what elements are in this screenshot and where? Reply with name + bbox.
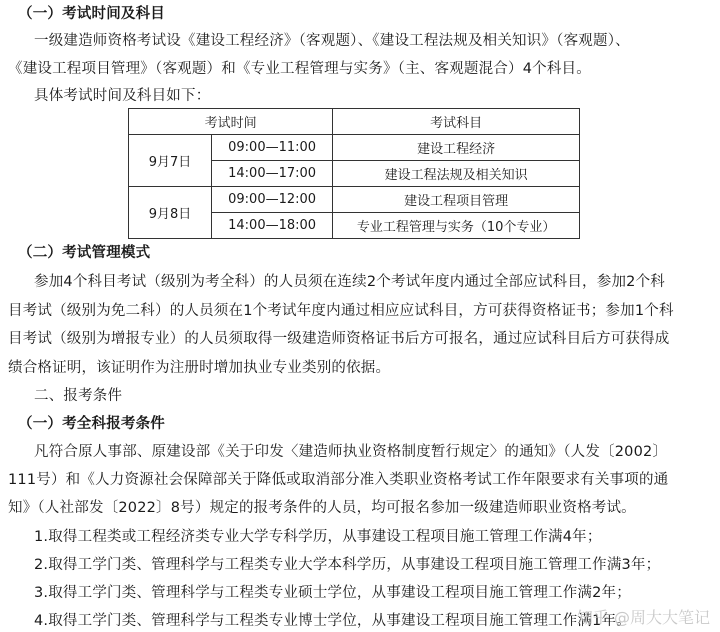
list-item: 2.取得工学门类、管理科学与工程类专业大学本科学历，从事建设工程项目施工管理工作满3年； <box>34 557 661 573</box>
paragraph-line: 参加4个科目考试（级别为考全科）的人员须在连续2个考试年度内通过全部应试科目，参加2个科 <box>34 274 665 290</box>
paragraph-line: 111号）和《人力资源社会保障部关于降低或取消部分准入类职业资格考试工作年限要求有关事项的通 <box>8 472 669 488</box>
list-item: 1.取得工程类或工程经济类专业大学专科学历，从事建设工程项目施工管理工作满4年； <box>34 529 602 545</box>
table-cell-time: 09:00—12:00 <box>212 187 333 213</box>
part-heading-registration: 二、报考条件 <box>34 388 123 404</box>
table-cell-subject: 建设工程经济 <box>333 135 580 161</box>
table-header-row <box>129 109 580 135</box>
paragraph-line: 凡符合原人事部、原建设部《关于印发〈建造师执业资格制度暂行规定〉的通知》（人发〔2002〕 <box>34 444 668 460</box>
section-heading-exam-time: （一）考试时间及科目 <box>18 6 165 22</box>
table-cell-subject: 建设工程项目管理 <box>333 187 580 213</box>
table-cell-subject: 建设工程法规及相关知识 <box>333 161 580 187</box>
table-cell-date: 9月7日 <box>129 135 212 187</box>
table-cell-time: 09:00—11:00 <box>212 135 333 161</box>
table-cell-date: 9月8日 <box>129 187 212 239</box>
table-cell-subject: 专业工程管理与实务（10个专业） <box>333 213 580 239</box>
paragraph-line: 绩合格证明，该证明作为注册时增加执业专业类别的依据。 <box>8 360 391 376</box>
table-row <box>129 187 580 213</box>
subsection-heading-full-subject: （一）考全科报考条件 <box>18 416 165 432</box>
paragraph-line: 目考试（级别为免二科）的人员须在1个考试年度内通过相应应试科目，方可获得资格证书；参加1个科 <box>8 303 674 319</box>
table-cell-time: 14:00—18:00 <box>212 213 333 239</box>
list-item: 4.取得工学门类、管理科学与工程类专业博士学位，从事建设工程项目施工管理工作满1年。 <box>34 613 631 629</box>
table-row <box>129 135 580 161</box>
section-heading-exam-management: （二）考试管理模式 <box>18 245 151 261</box>
paragraph-line: 具体考试时间及科目如下： <box>34 88 211 104</box>
paragraph-line: 目考试（级别为增报专业）的人员须取得一级建造师资格证书后方可报名，通过应试科目后方可获得成 <box>8 331 670 347</box>
exam-schedule-table <box>128 108 580 239</box>
paragraph-line: 《建设工程项目管理》（客观题）和《专业工程管理与实务》（主、客观题混合）4个科目。 <box>8 61 591 77</box>
watermark-text: 知乎 @周大大笔记 <box>576 608 710 627</box>
table-cell-time: 14:00—17:00 <box>212 161 333 187</box>
list-item: 3.取得工学门类、管理科学与工程类专业硕士学位，从事建设工程项目施工管理工作满2年； <box>34 585 631 601</box>
paragraph-line: 一级建造师资格考试设《建设工程经济》（客观题）、《建设工程法规及相关知识》（客观题）、 <box>34 33 630 49</box>
paragraph-line: 知》（人社部发〔2022〕8号）规定的报考条件的人员，均可报名参加一级建造师职业资格考试。 <box>8 500 636 516</box>
table-header-subject: 考试科目 <box>333 109 580 135</box>
table-header-time: 考试时间 <box>129 109 333 135</box>
